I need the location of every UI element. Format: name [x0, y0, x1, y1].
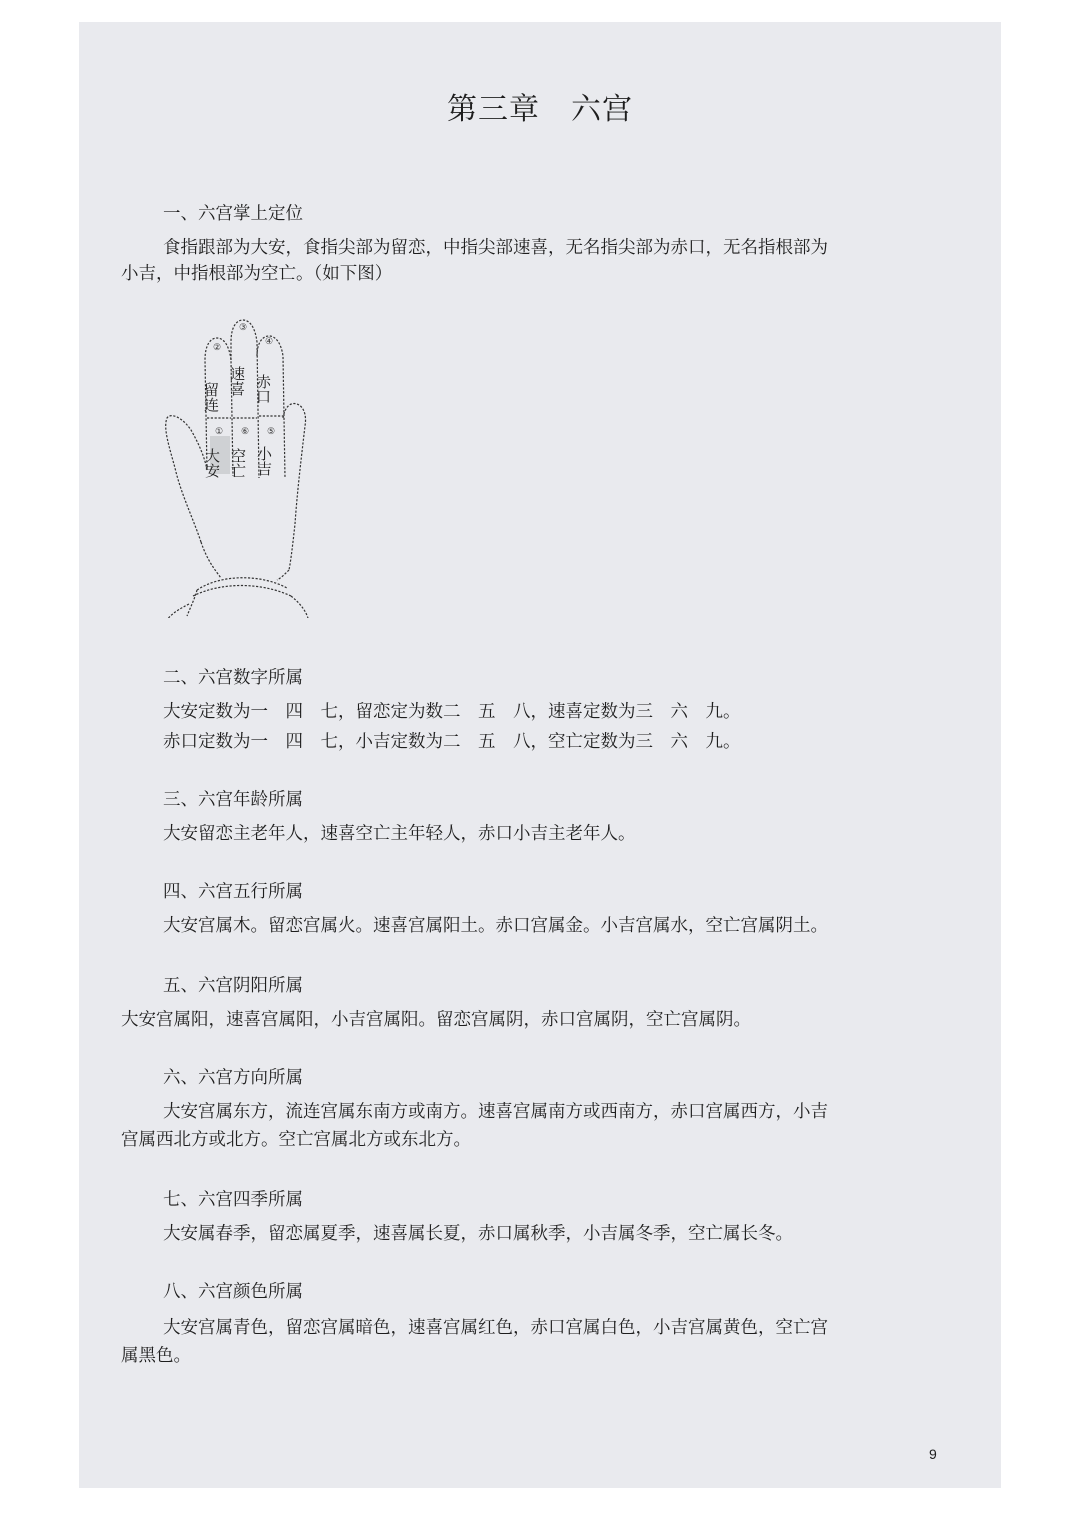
section-heading-8: 八、六宫颜色所属 [163, 1282, 303, 1302]
label-kongwang: 空亡 [229, 448, 247, 478]
section-8-line-1: 大安宫属青色，留恋宫属暗色，速喜宫属红色，赤口宫属白色，小吉宫属黄色，空亡宫 [163, 1318, 828, 1338]
label-daan: 大安 [203, 448, 221, 478]
label-liulian: 留连 [202, 382, 220, 412]
palm-hand-diagram [161, 298, 321, 618]
section-heading-3: 三、六宫年龄所属 [163, 790, 303, 810]
number-liulian: ② [213, 343, 222, 353]
section-heading-4: 四、六宫五行所属 [163, 882, 303, 902]
section-heading-6: 六、六宫方向所属 [163, 1068, 303, 1088]
section-6-line-2: 宫属西北方或北方。空亡宫属北方或东北方。 [121, 1130, 471, 1150]
chapter-title: 第三章 六宫 [447, 92, 633, 127]
section-2-line-2: 赤口定数为一 四 七，小吉定数为二 五 八，空亡定数为三 六 九。 [163, 732, 741, 752]
number-daan: ① [215, 427, 224, 437]
section-2-line-1: 大安定数为一 四 七，留恋定为数二 五 八，速喜定数为三 六 九。 [163, 702, 741, 722]
section-heading-7: 七、六宫四季所属 [163, 1190, 303, 1210]
number-chikou: ④ [265, 337, 274, 347]
section-7-line-1: 大安属春季，留恋属夏季，速喜属长夏，赤口属秋季，小吉属冬季，空亡属长冬。 [163, 1224, 793, 1244]
number-xiaoji: ⑤ [267, 427, 276, 437]
section-8-line-2: 属黑色。 [121, 1346, 191, 1366]
section-4-line-1: 大安宫属木。留恋宫属火。速喜宫属阳土。赤口宫属金。小吉宫属水，空亡宫属阴土。 [163, 916, 828, 936]
label-chikou: 赤口 [254, 374, 272, 404]
section-heading-5: 五、六宫阴阳所属 [163, 976, 303, 996]
label-xiaoji: 小吉 [255, 446, 273, 476]
section-3-line-1: 大安留恋主老年人，速喜空亡主年轻人，赤口小吉主老年人。 [163, 824, 636, 844]
label-suxi: 速喜 [228, 366, 246, 396]
section-heading-2: 二、六宫数字所属 [163, 668, 303, 688]
section-5-line-1: 大安宫属阳，速喜宫属阳，小吉宫属阳。留恋宫属阴，赤口宫属阴，空亡宫属阴。 [121, 1010, 751, 1030]
section-6-line-1: 大安宫属东方，流连宫属东南方或南方。速喜宫属南方或西南方，赤口宫属西方，小吉 [163, 1102, 828, 1122]
section-1-line-2: 小吉，中指根部为空亡。（如下图） [121, 264, 393, 284]
section-1-line-1: 食指跟部为大安，食指尖部为留恋，中指尖部速喜，无名指尖部为赤口，无名指根部为 [163, 238, 828, 258]
number-suxi: ③ [239, 323, 248, 333]
section-heading-1: 一、六宫掌上定位 [163, 204, 303, 224]
document-page [79, 22, 1001, 1488]
page-number: 9 [929, 1446, 937, 1462]
number-kongwang: ⑥ [241, 427, 250, 437]
